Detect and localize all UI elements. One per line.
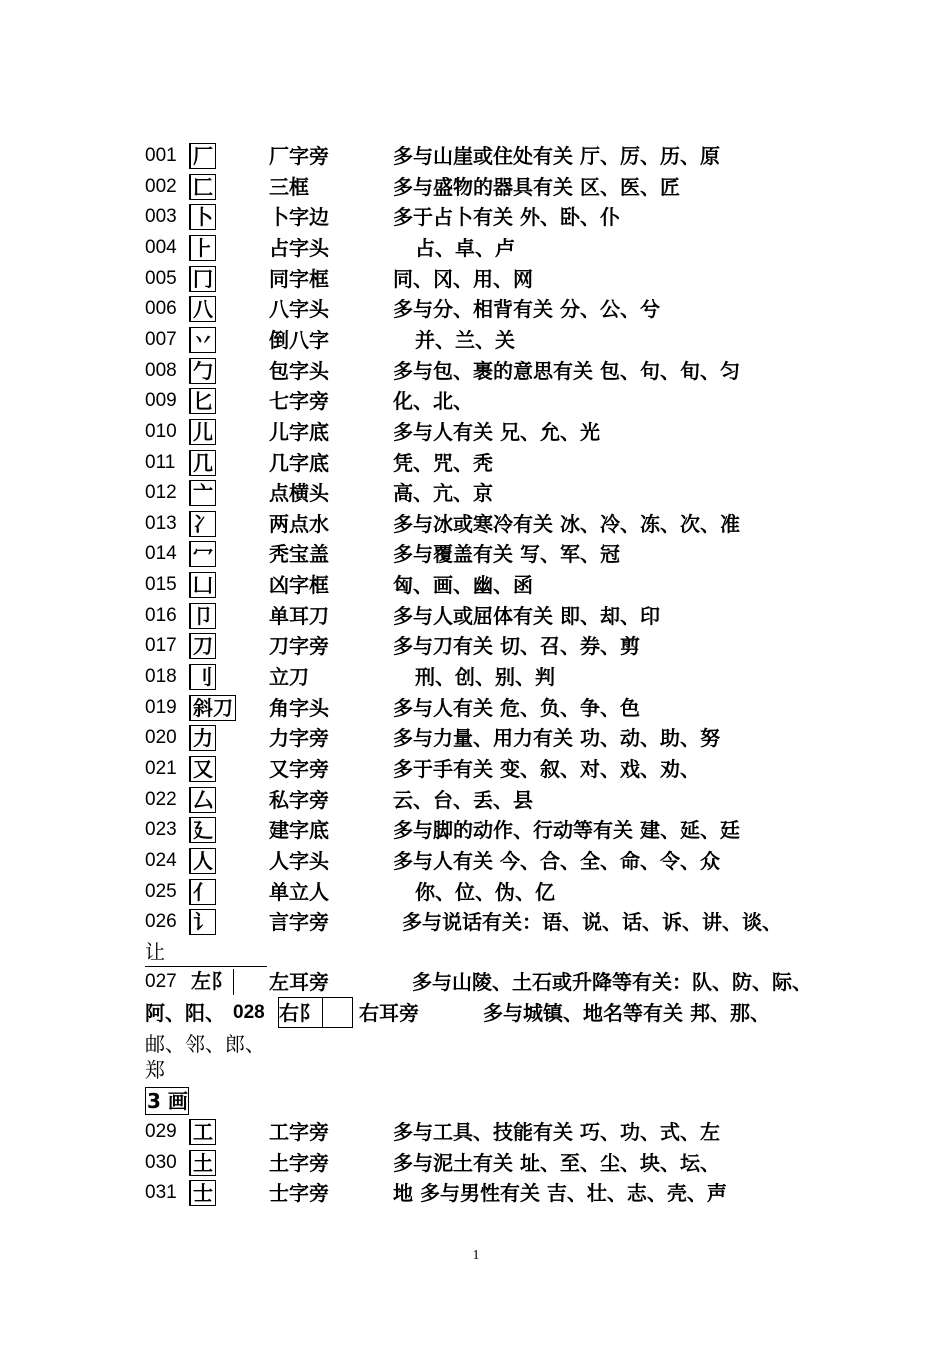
radical-description: 占、卓、卢 (415, 235, 515, 260)
radical-name: 占字头 (269, 235, 329, 260)
row-number: 017 (145, 635, 177, 657)
row-number: 011 (145, 451, 176, 473)
radical-glyph: 斜刀 (189, 695, 236, 721)
row-number: 016 (145, 604, 177, 626)
radical-name: 私字旁 (269, 787, 329, 812)
row-number: 026 (145, 911, 177, 932)
radical-name: 言字旁 (269, 910, 329, 934)
row-number: 003 (145, 206, 177, 228)
row-number: 023 (145, 819, 177, 841)
radical-description: 多与山陵、土石或升降等有关：队、防、际、 (412, 970, 812, 994)
row-number: 001 (145, 145, 177, 166)
radical-glyph: 又 (189, 756, 216, 782)
radical-name: 点横头 (269, 481, 329, 506)
radical-description: 多与山崖或住处有关 厅、厉、历、原 (393, 144, 720, 168)
radical-glyph: 厂 (189, 143, 216, 169)
row-number: 029 (145, 1121, 177, 1142)
radical-description: 多与力量、用力有关 功、动、助、努 (393, 726, 720, 751)
radical-glyph: 亠 (189, 480, 216, 506)
row-number: 012 (145, 482, 177, 504)
radical-name: 刀字旁 (269, 634, 329, 659)
radical-name: 七字旁 (269, 389, 329, 414)
wrapped-text: 郑 (145, 1058, 165, 1082)
radical-glyph: 卜 (189, 204, 216, 230)
row-number: 019 (145, 696, 177, 718)
radical-description: 多与人或屈体有关 即、却、印 (393, 603, 660, 628)
radical-description: 云、台、丢、县 (393, 787, 533, 812)
radical-description: 并、兰、关 (415, 327, 515, 352)
row-number: 031 (145, 1182, 177, 1203)
radical-glyph: ⺊ (189, 235, 216, 261)
radical-name: 三框 (269, 174, 309, 199)
row-number: 025 (145, 880, 177, 902)
row-number: 002 (145, 175, 177, 197)
radical-name: 建字底 (269, 818, 329, 843)
radical-name: 倒八字 (269, 327, 329, 352)
divider (322, 997, 323, 1027)
radical-description: 多与人有关 危、负、争、色 (393, 695, 640, 720)
row-number: 009 (145, 390, 177, 412)
radical-description: 匈、画、幽、函 (393, 573, 533, 598)
radical-name: 工字旁 (269, 1120, 329, 1144)
radical-name: 士字旁 (269, 1181, 329, 1205)
row-number: 022 (145, 788, 177, 810)
divider (278, 997, 279, 1027)
radical-description: 高、亢、京 (393, 481, 493, 506)
radical-description: 多与泥土有关 址、至、尘、块、坛、 (393, 1150, 720, 1175)
radical-description: 多与说话有关：语、说、话、诉、讲、谈、 (402, 910, 782, 934)
row-number: 015 (145, 574, 177, 596)
radical-glyph: 八 (189, 296, 216, 322)
continued-text: 阿、阳、 (145, 1001, 225, 1025)
radical-name: 凶字框 (269, 573, 329, 598)
radical-description: 多与冰或寒冷有关 冰、冷、冻、次、准 (393, 511, 740, 536)
radical-glyph: 刂 (189, 664, 216, 690)
radical-name: 同字框 (269, 266, 329, 291)
radical-glyph: 厶 (189, 787, 216, 813)
divider (278, 997, 353, 998)
radical-description: 多与覆盖有关 写、军、冠 (393, 542, 620, 567)
radical-name: 左耳旁 (269, 970, 329, 994)
row-number: 030 (145, 1151, 177, 1173)
radical-glyph: 冂 (189, 266, 216, 292)
radical-glyph: 左阝 (189, 969, 234, 995)
radical-glyph: 匕 (189, 388, 216, 414)
radical-glyph: 廴 (189, 817, 216, 843)
radical-name: 单立人 (269, 879, 329, 904)
radical-name: 单耳刀 (269, 603, 329, 628)
radical-name: 两点水 (269, 511, 329, 536)
radical-glyph: 土 (189, 1150, 216, 1176)
radical-name: 力字旁 (269, 726, 329, 751)
radical-name: 右耳旁 (359, 1001, 419, 1025)
radical-glyph: 士 (189, 1180, 216, 1206)
radical-glyph: 右阝 (279, 1001, 319, 1025)
radical-description: 刑、创、别、判 (415, 665, 555, 690)
radical-description: 多与脚的动作、行动等有关 建、延、廷 (393, 818, 740, 843)
row-number: 004 (145, 236, 177, 258)
radical-glyph: 几 (189, 450, 216, 476)
radical-description: 多于手有关 变、叙、对、戏、劝、 (393, 757, 700, 781)
row-number: 020 (145, 727, 177, 749)
radical-glyph: 力 (189, 725, 216, 751)
section-heading: 3 画 (147, 1089, 188, 1113)
wrapped-text: 让 (145, 940, 165, 964)
radical-glyph: 刀 (189, 633, 216, 659)
radical-glyph: 讠 (189, 909, 216, 935)
radical-name: 包字头 (269, 358, 329, 383)
row-number: 005 (145, 267, 177, 289)
row-number: 008 (145, 359, 177, 381)
page-number: 1 (472, 1248, 480, 1263)
divider (278, 1027, 353, 1028)
radical-description: 多与刀有关 切、召、券、剪 (393, 634, 640, 659)
radical-glyph: 工 (189, 1119, 216, 1145)
radical-description: 多与人有关 兄、允、光 (393, 419, 600, 444)
radical-name: 又字旁 (269, 757, 329, 781)
radical-description: 地 多与男性有关 吉、壮、志、壳、声 (393, 1181, 727, 1205)
radical-name: 人字头 (269, 848, 329, 873)
row-number: 018 (145, 666, 177, 688)
radical-description: 多与城镇、地名等有关 邦、那、 (483, 1001, 770, 1025)
row-number: 021 (145, 758, 177, 779)
radical-name: 角字头 (269, 695, 329, 720)
row-number: 014 (145, 543, 177, 565)
radical-description: 多与工具、技能有关 巧、功、式、左 (393, 1120, 720, 1144)
radical-description: 同、冈、用、网 (393, 266, 533, 291)
row-number: 024 (145, 849, 177, 871)
radical-name: 厂字旁 (269, 144, 329, 168)
radical-description: 多与包、裹的意思有关 包、句、旬、匀 (393, 358, 740, 383)
row-number: 028 (233, 1002, 265, 1023)
radical-glyph: 亻 (189, 879, 216, 905)
radical-glyph: 儿 (189, 419, 216, 445)
radical-name: 八字头 (269, 297, 329, 322)
radical-glyph: 丷 (189, 327, 216, 353)
radical-glyph: 匚 (189, 174, 216, 200)
radical-glyph: 凵 (189, 572, 216, 598)
row-number: 013 (145, 512, 177, 534)
radical-glyph: 卩 (189, 603, 216, 629)
radical-glyph: 冫 (189, 511, 216, 537)
radical-name: 土字旁 (269, 1150, 329, 1175)
row-number: 007 (145, 328, 177, 350)
row-number: 006 (145, 298, 177, 320)
radical-description: 多与人有关 今、合、全、命、令、众 (393, 848, 720, 873)
radical-glyph: 人 (189, 848, 216, 874)
radical-description: 你、位、伪、亿 (415, 879, 555, 904)
radical-description: 凭、咒、秃 (393, 450, 493, 475)
radical-description: 化、北、 (393, 389, 473, 414)
radical-description: 多于占卜有关 外、卧、仆 (393, 205, 620, 230)
radical-description: 多与分、相背有关 分、公、兮 (393, 297, 660, 322)
radical-glyph: 冖 (189, 541, 216, 567)
radical-glyph: 勹 (189, 358, 216, 384)
radical-name: 秃宝盖 (269, 542, 329, 567)
radical-name: 立刀 (269, 665, 309, 690)
radical-name: 儿字底 (269, 419, 329, 444)
row-number: 010 (145, 420, 177, 442)
radical-name: 卜字边 (269, 205, 329, 230)
wrapped-text: 邮、邻、郎、 (145, 1032, 265, 1056)
radical-name: 几字底 (269, 450, 329, 475)
row-number: 027 (145, 971, 177, 992)
radical-description: 多与盛物的器具有关 区、医、匠 (393, 174, 680, 199)
divider (352, 997, 353, 1027)
